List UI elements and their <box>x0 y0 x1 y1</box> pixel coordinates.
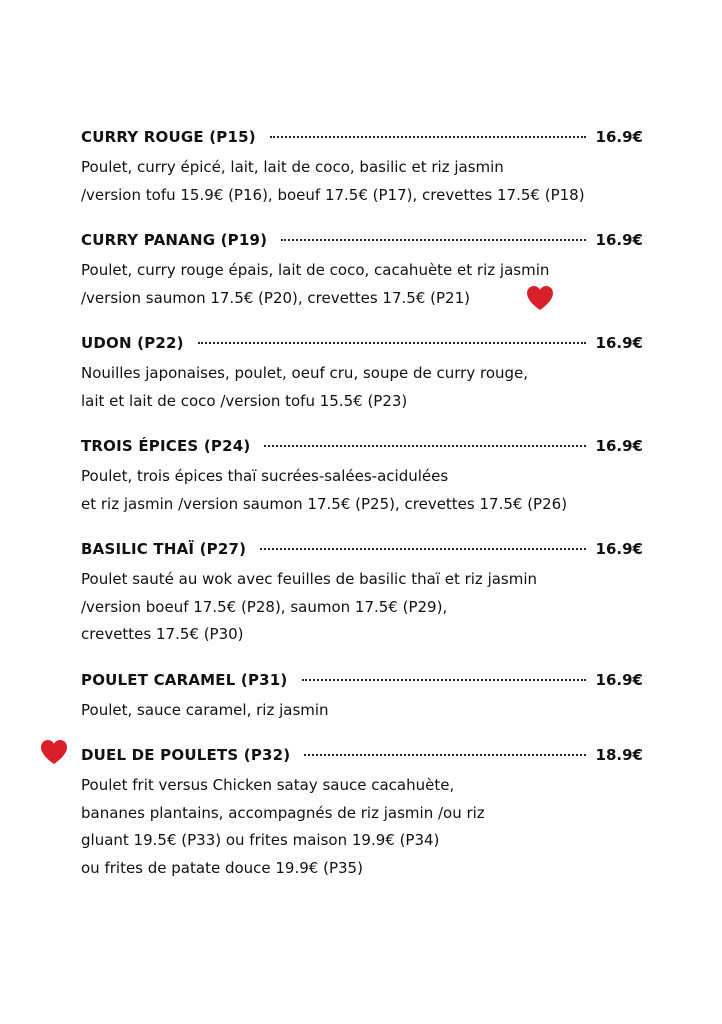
menu-item-header <box>81 540 643 566</box>
description-line: Poulet, sauce caramel, riz jasmin <box>81 700 329 719</box>
dish-name: TROIS ÉPICES (P24) <box>81 437 251 455</box>
dish-price: 16.9€ <box>595 540 643 558</box>
dish-price: 16.9€ <box>595 231 643 249</box>
heart-icon <box>40 739 68 765</box>
menu-item-header <box>81 746 643 772</box>
dish-price: 18.9€ <box>595 746 643 764</box>
menu-item-header <box>81 231 643 257</box>
dish-description <box>81 566 643 649</box>
dot-leader <box>281 239 585 241</box>
dish-description <box>81 154 643 209</box>
dish-name: UDON (P22) <box>81 334 184 352</box>
dot-leader <box>260 548 585 550</box>
menu-item-header <box>81 671 643 697</box>
dot-leader <box>304 754 585 756</box>
menu-item-header <box>81 334 643 360</box>
menu-item <box>81 231 643 312</box>
dish-description <box>81 772 643 882</box>
description-line: gluant 19.5€ (P33) ou frites maison 19.9€ (P34) <box>81 831 440 849</box>
description-line-text: /version saumon 17.5€ (P20), crevettes 17.5€ (P21) <box>81 288 470 307</box>
dish-price: 16.9€ <box>595 128 643 146</box>
dish-price: 16.9€ <box>595 334 643 352</box>
description-line: Poulet, curry épicé, lait, lait de coco, basilic et riz jasmin <box>81 158 504 176</box>
description-line: Poulet, curry rouge épais, lait de coco, cacahuète et riz jasmin <box>81 261 550 279</box>
dish-description <box>81 360 643 415</box>
dish-name: DUEL DE POULETS (P32) <box>81 746 291 764</box>
description-line: ou frites de patate douce 19.9€ (P35) <box>81 858 363 877</box>
dish-description <box>81 697 643 725</box>
description-line: /version boeuf 17.5€ (P28), saumon 17.5€ (P29), <box>81 597 448 616</box>
dish-name: CURRY ROUGE (P15) <box>81 128 256 146</box>
menu-item <box>81 334 643 415</box>
description-line: et riz jasmin /version saumon 17.5€ (P25), crevettes 17.5€ (P26) <box>81 494 568 513</box>
description-line-with-heart <box>81 285 643 313</box>
description-line: crevettes 17.5€ (P30) <box>81 625 244 643</box>
menu-item-header <box>81 437 643 463</box>
dish-name: BASILIC THAÏ (P27) <box>81 540 247 558</box>
dish-name: POULET CARAMEL (P31) <box>81 670 288 689</box>
dish-name: CURRY PANANG (P19) <box>81 231 268 249</box>
description-line: Poulet sauté au wok avec feuilles de basilic thaï et riz jasmin <box>81 570 538 588</box>
dish-price: 16.9€ <box>595 670 643 689</box>
dot-leader <box>264 445 585 447</box>
menu-item-header <box>81 128 643 154</box>
menu-item <box>81 128 643 209</box>
menu-list <box>81 128 643 904</box>
dish-description <box>81 463 643 518</box>
description-line: lait et lait de coco /version tofu 15.5€ (P23) <box>81 391 408 410</box>
menu-item <box>81 540 643 649</box>
menu-item <box>81 746 643 882</box>
description-line: Poulet, trois épices thaï sucrées-salées-acidulées <box>81 467 449 485</box>
heart-icon <box>526 285 554 311</box>
description-line: bananes plantains, accompagnés de riz jasmin /ou riz <box>81 803 485 822</box>
description-line: Nouilles japonaises, poulet, oeuf cru, soupe de curry rouge, <box>81 364 529 382</box>
menu-item <box>81 671 643 725</box>
description-line: Poulet frit versus Chicken satay sauce cacahuète, <box>81 776 455 794</box>
menu-item <box>81 437 643 518</box>
dot-leader <box>198 342 586 344</box>
dish-price: 16.9€ <box>595 437 643 455</box>
dish-description <box>81 257 643 312</box>
dot-leader <box>302 679 586 681</box>
dot-leader <box>270 136 586 138</box>
description-line: /version tofu 15.9€ (P16), boeuf 17.5€ (P17), crevettes 17.5€ (P18) <box>81 185 585 204</box>
